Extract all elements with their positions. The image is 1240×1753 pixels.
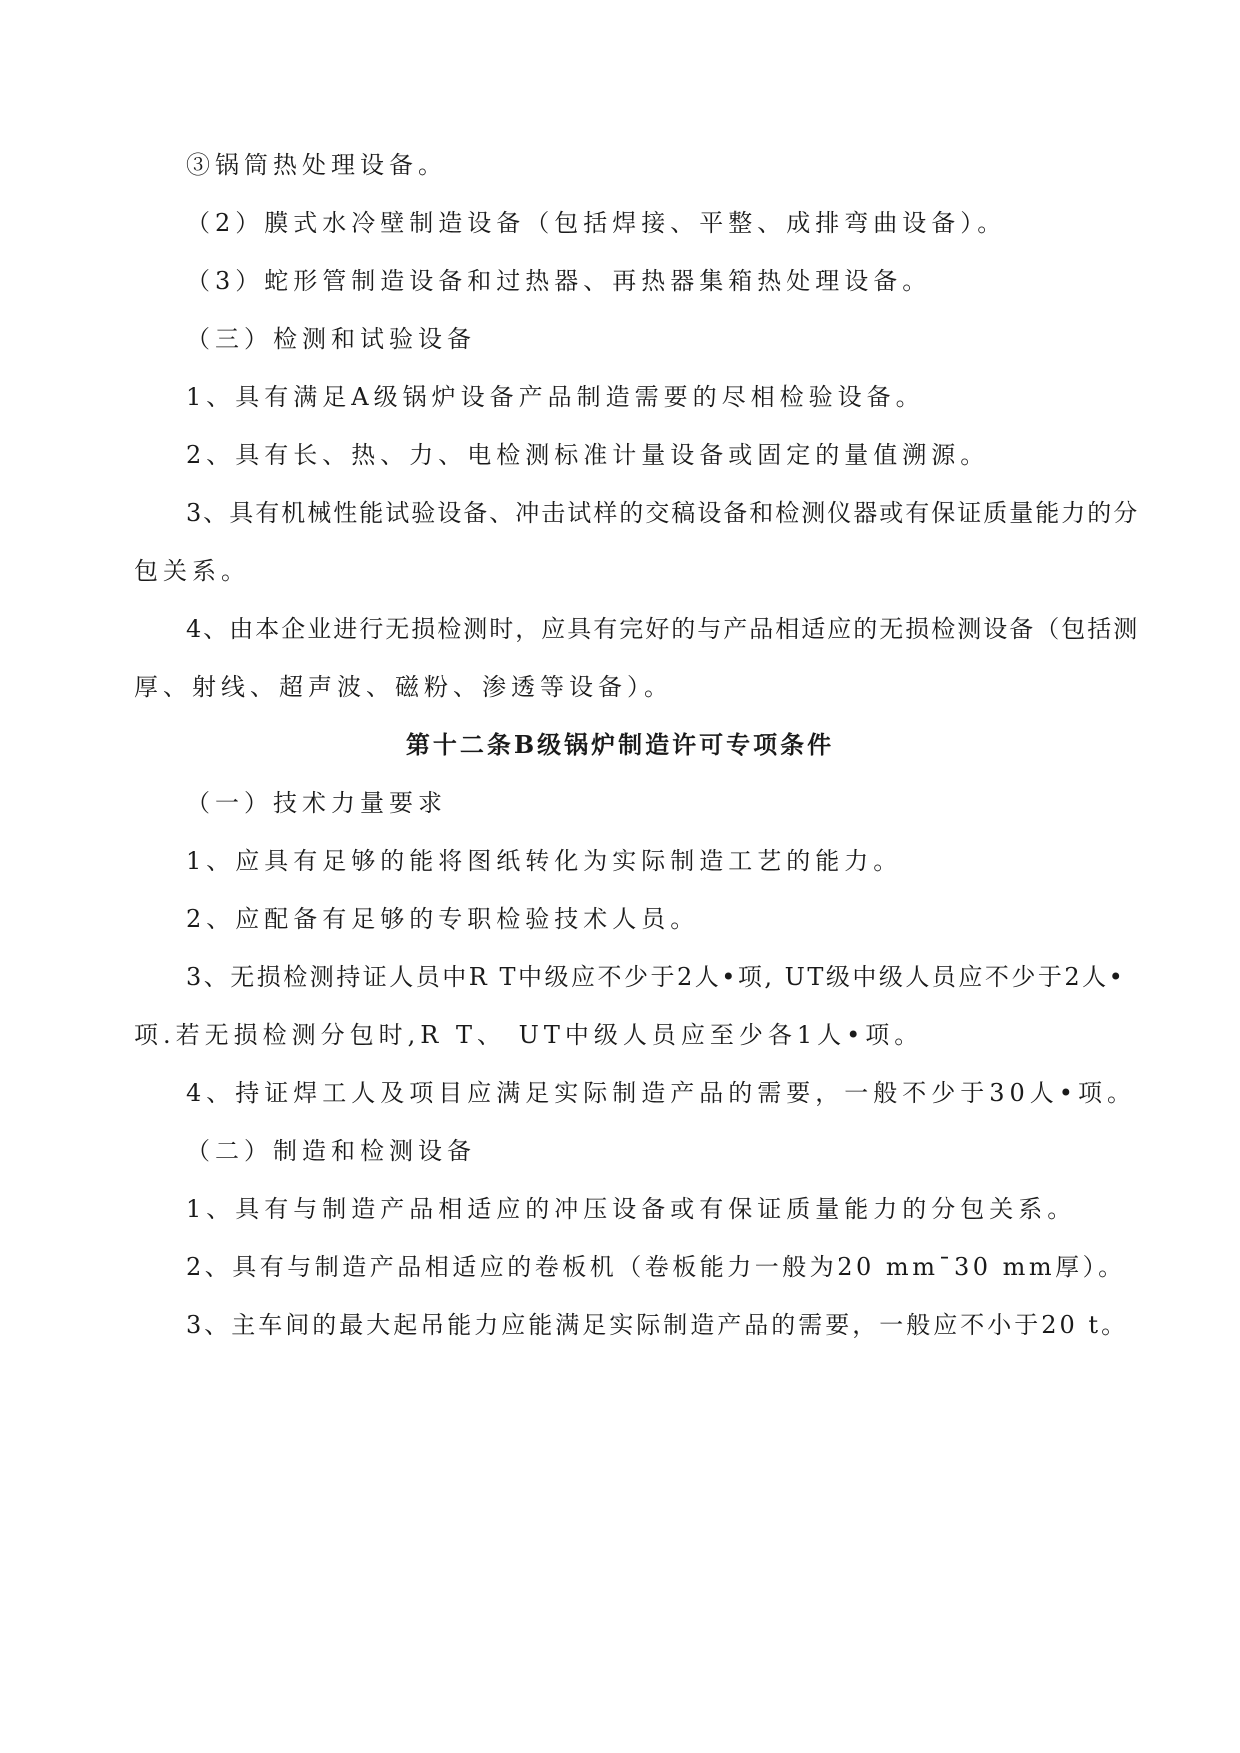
section-heading: （三）检测和试验设备: [186, 325, 476, 353]
section-heading: （一）技术力量要求: [186, 789, 447, 817]
paragraph: （3）蛇形管制造设备和过热器、再热器集箱热处理设备。: [186, 267, 932, 295]
paragraph: 1、应具有足够的能将图纸转化为实际制造工艺的能力。: [186, 847, 903, 875]
paragraph: 3、无损检测持证人员中R T中级应不少于2人•项, UT级中级人员应不少于2人•: [186, 963, 1126, 991]
paragraph: 3、主车间的最大起吊能力应能满足实际制造产品的需要，一般应不小于20 t。: [186, 1311, 1129, 1339]
article-title: 第十二条B级锅炉制造许可专项条件: [405, 730, 835, 759]
paragraph-continuation: 包关系。: [134, 557, 250, 585]
paragraph: 2、具有与制造产品相适应的卷板机（卷板能力一般为20 mm¯30 mm厚）。: [186, 1253, 1126, 1281]
paragraph-continuation: 厚、射线、超声波、磁粉、渗透等设备）。: [134, 673, 673, 701]
paragraph: 2、具有长、热、力、电检测标准计量设备或固定的量值溯源。: [186, 441, 990, 469]
paragraph: 4、持证焊工人及项目应满足实际制造产品的需要，一般不少于30人•项。: [186, 1079, 1136, 1107]
paragraph: （2）膜式水冷壁制造设备（包括焊接、平整、成排弯曲设备）。: [186, 209, 1007, 237]
paragraph: 1、具有满足A级锅炉设备产品制造需要的尽相检验设备。: [186, 383, 925, 411]
paragraph: 4、由本企业进行无损检测时，应具有完好的与产品相适应的无损检测设备（包括测: [186, 615, 1140, 643]
section-heading: （二）制造和检测设备: [186, 1137, 476, 1165]
paragraph: 1、具有与制造产品相适应的冲压设备或有保证质量能力的分包关系。: [186, 1195, 1077, 1223]
paragraph: 2、应配备有足够的专职检验技术人员。: [186, 905, 700, 933]
paragraph: 3、具有机械性能试验设备、冲击试样的交稿设备和检测仪器或有保证质量能力的分: [186, 499, 1140, 527]
paragraph-continuation: 项.若无损检测分包时,R T、 UT中级人员应至少各1人•项。: [134, 1021, 924, 1049]
paragraph: ③锅筒热处理设备。: [186, 151, 447, 179]
